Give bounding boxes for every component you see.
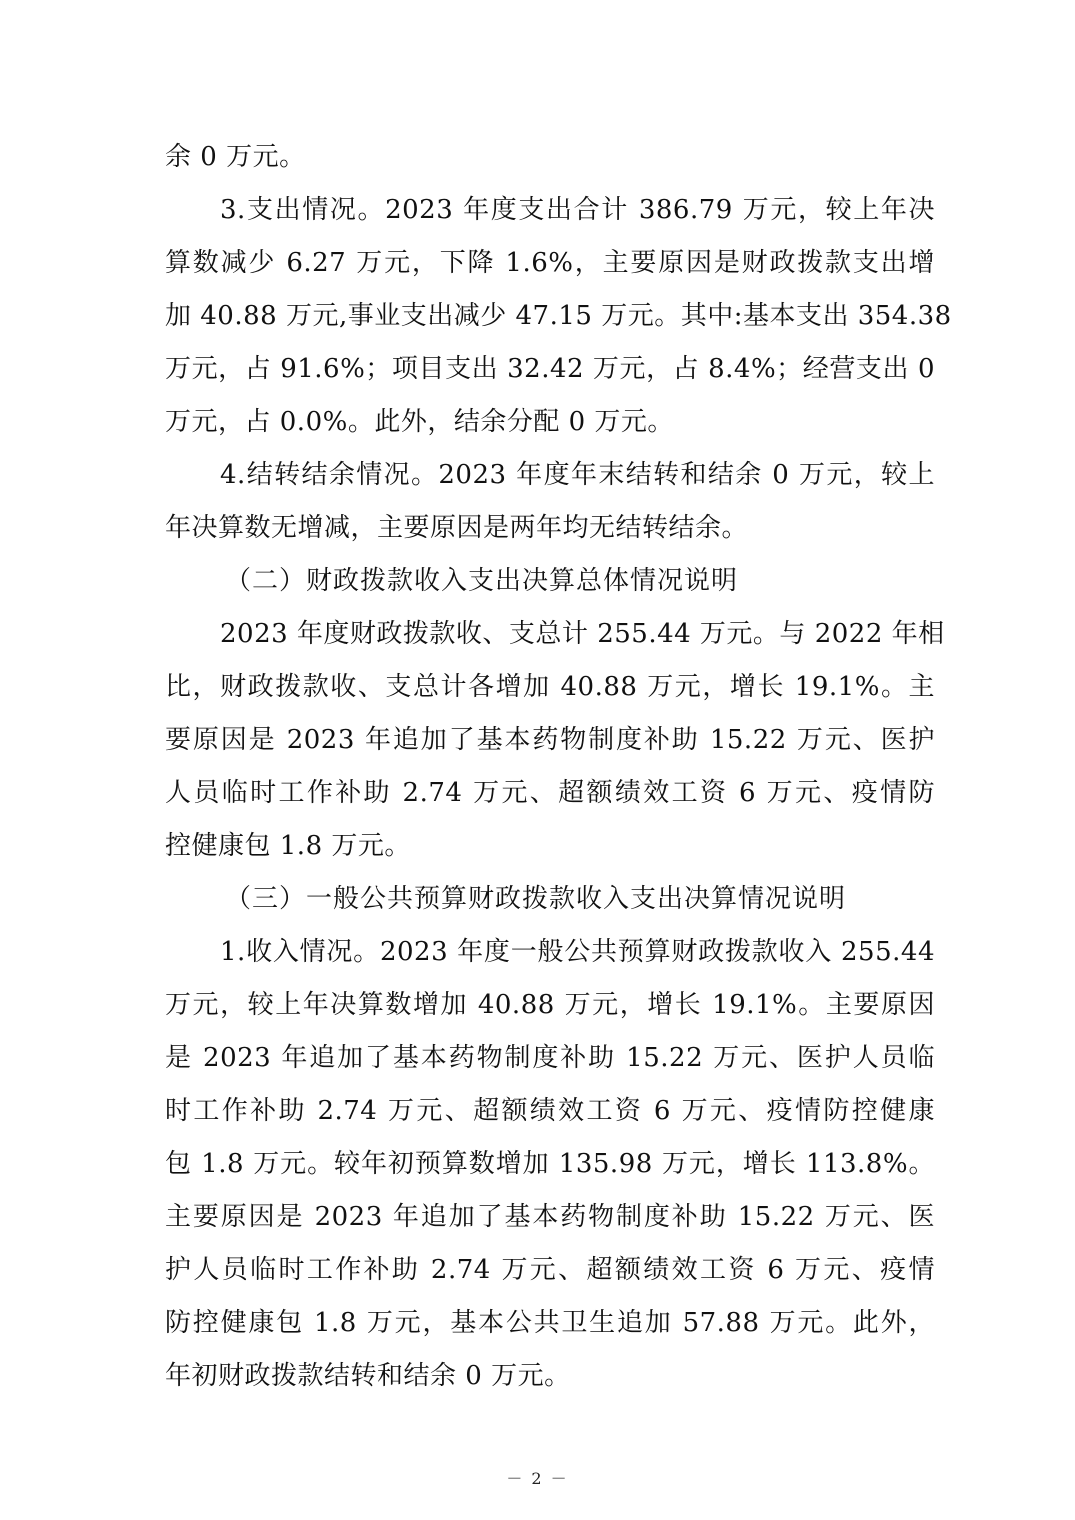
paragraph-line: 包 1.8 万元。较年初预算数增加 135.98 万元，增长 113.8%。 xyxy=(165,1149,935,1179)
paragraph-line: 护人员临时工作补助 2.74 万元、超额绩效工资 6 万元、疫情 xyxy=(165,1255,935,1285)
paragraph-line: 防控健康包 1.8 万元，基本公共卫生追加 57.88 万元。此外， xyxy=(165,1308,935,1338)
paragraph-line: 万元，占 91.6%；项目支出 32.42 万元，占 8.4%；经营支出 0 xyxy=(165,354,935,384)
paragraph-line: 年初财政拨款结转和结余 0 万元。 xyxy=(165,1361,571,1391)
paragraph-line: 3.支出情况。2023 年度支出合计 386.79 万元，较上年决 xyxy=(220,195,935,225)
paragraph-line: 比，财政拨款收、支总计各增加 40.88 万元，增长 19.1%。主 xyxy=(165,672,935,702)
paragraph-line: 4.结转结余情况。2023 年度年末结转和结余 0 万元，较上 xyxy=(220,460,935,490)
paragraph-line: 余 0 万元。 xyxy=(165,142,306,172)
paragraph-line: 1.收入情况。2023 年度一般公共预算财政拨款收入 255.44 xyxy=(220,937,935,967)
paragraph-line: 加 40.88 万元,事业支出减少 47.15 万元。其中:基本支出 354.38 xyxy=(165,301,952,331)
paragraph-line: 控健康包 1.8 万元。 xyxy=(165,831,411,861)
section-heading: （二）财政拨款收入支出决算总体情况说明 xyxy=(225,566,739,596)
paragraph-line: 算数减少 6.27 万元，下降 1.6%，主要原因是财政拨款支出增 xyxy=(165,248,935,278)
paragraph-line: 年决算数无增减，主要原因是两年均无结转结余。 xyxy=(165,513,749,543)
paragraph-line: 要原因是 2023 年追加了基本药物制度补助 15.22 万元、医护 xyxy=(165,725,935,755)
body-text xyxy=(165,131,952,1403)
page-number: － 2 － xyxy=(506,1469,569,1488)
paragraph-line: 2023 年度财政拨款收、支总计 255.44 万元。与 2022 年相 xyxy=(220,619,945,649)
paragraph-line: 万元，较上年决算数增加 40.88 万元，增长 19.1%。主要原因 xyxy=(165,990,935,1020)
paragraph-line: 是 2023 年追加了基本药物制度补助 15.22 万元、医护人员临 xyxy=(165,1043,935,1073)
paragraph-line: 万元，占 0.0%。此外，结余分配 0 万元。 xyxy=(165,407,674,437)
section-heading: （三）一般公共预算财政拨款收入支出决算情况说明 xyxy=(225,884,847,914)
paragraph-line: 主要原因是 2023 年追加了基本药物制度补助 15.22 万元、医 xyxy=(165,1202,935,1232)
paragraph-line: 时工作补助 2.74 万元、超额绩效工资 6 万元、疫情防控健康 xyxy=(165,1096,935,1126)
paragraph-line: 人员临时工作补助 2.74 万元、超额绩效工资 6 万元、疫情防 xyxy=(165,778,935,808)
